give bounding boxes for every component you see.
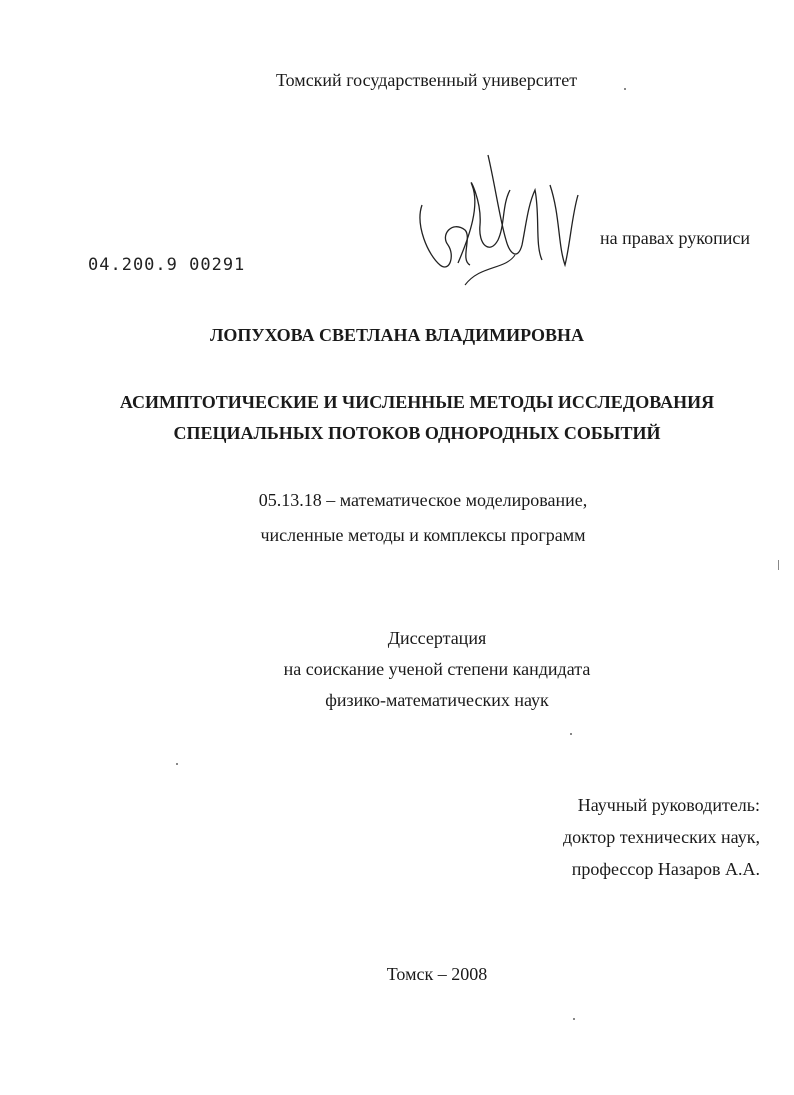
specialty-line-2: численные методы и комплексы программ [260,525,586,545]
supervisor-name: профессор Назаров А.А. [571,859,760,879]
scan-speck [570,733,572,735]
supervisor-degree: доктор технических наук, [563,827,760,847]
scan-speck [624,88,626,90]
degree-line: на соискание ученой степени кандидата [283,659,591,679]
thesis-title-line-1: АСИМПТОТИЧЕСКИЕ И ЧИСЛЕННЫЕ МЕТОДЫ ИССЛЕДОВАНИЯ [119,392,715,412]
scan-speck [176,763,178,765]
specialty-line-1: 05.13.18 – математическое моделирование, [258,490,588,510]
scan-speck [573,1018,575,1020]
city-year: Томск – 2008 [386,964,488,984]
dissertation-label: Диссертация [387,628,487,648]
supervisor-label: Научный руководитель: [577,795,760,815]
registration-number: 04.200.9 00291 [88,255,246,275]
manuscript-note: на правах рукописи [600,228,750,248]
author-name: ЛОПУХОВА СВЕТЛАНА ВЛАДИМИРОВНА [209,325,585,345]
author-signature [410,145,590,305]
science-field-line: физико-математических наук [325,690,549,710]
scan-speck [778,560,779,570]
university-name: Томский государственный университет [276,70,578,90]
thesis-title-line-2: СПЕЦИАЛЬНЫХ ПОТОКОВ ОДНОРОДНЫХ СОБЫТИЙ [173,423,661,443]
